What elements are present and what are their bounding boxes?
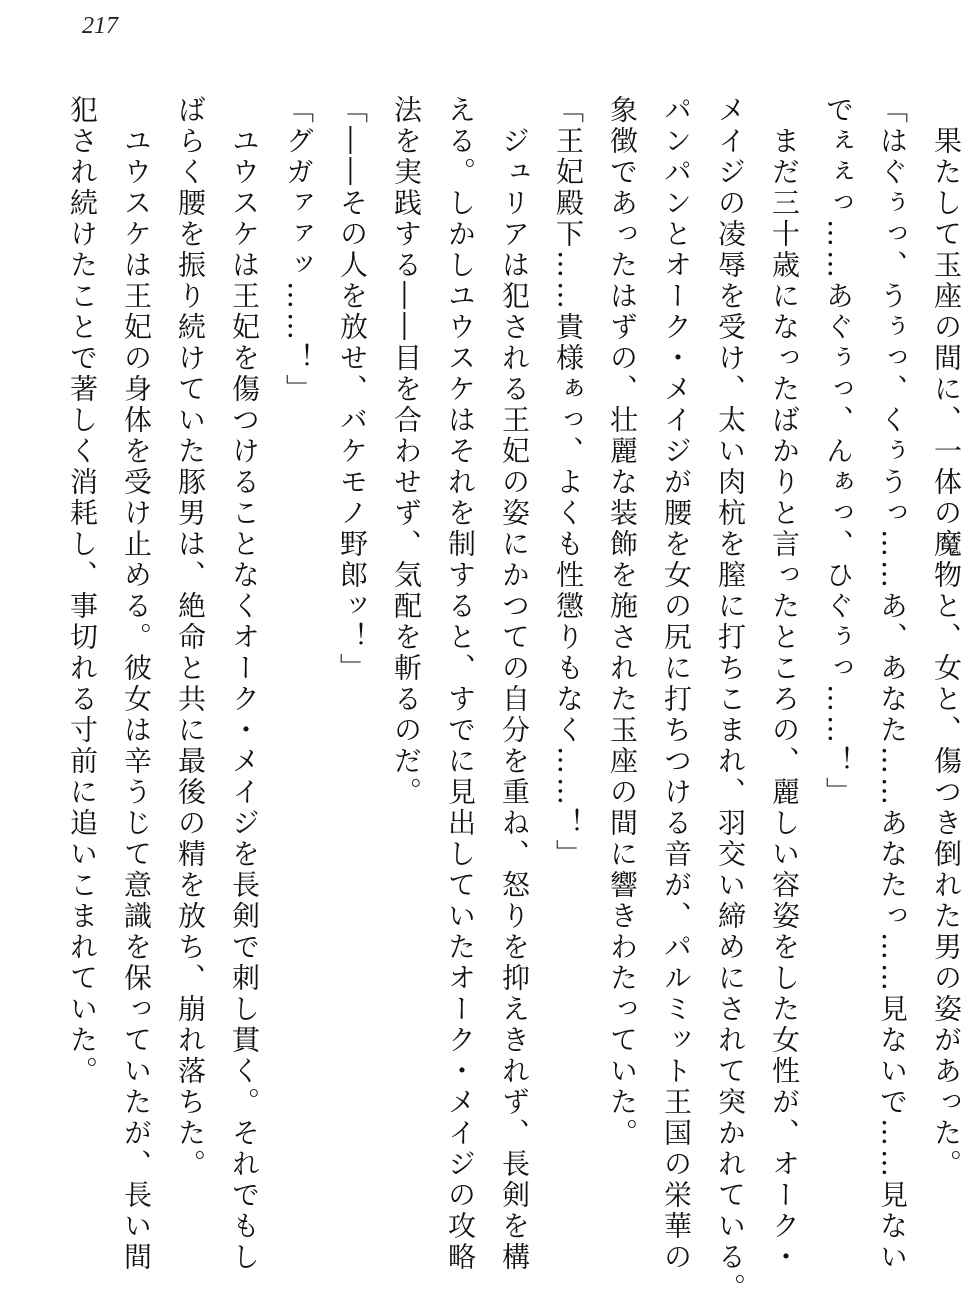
text-line: 「グガァァッ……！」 bbox=[282, 95, 315, 405]
text-line: ユウスケは王妃を傷つけることなくオーク・メイジを長剣で刺し貫く。それでもし bbox=[228, 95, 261, 1273]
text-line: ジュリアは犯される王妃の姿にかつての自分を重ね、怒りを抑えきれず、長剣を構 bbox=[498, 95, 531, 1273]
text-line: ユウスケは王妃の身体を受け止める。彼女は辛うじて意識を保っていたが、長い間 bbox=[120, 95, 153, 1273]
vertical-text-body bbox=[55, 95, 963, 1304]
page-number: 217 bbox=[82, 13, 118, 39]
text-line: パンパンとオーク・メイジが腰を女の尻に打ちつける音が、パルミット王国の栄華の bbox=[660, 95, 693, 1273]
text-columns bbox=[55, 95, 973, 1304]
text-line: 果たして玉座の間に、一体の魔物と、女と、傷つき倒れた男の姿があった。 bbox=[930, 95, 963, 1180]
text-line: でぇぇっ……あぐぅっ、んぁっ、ひぐぅっ……！」 bbox=[822, 95, 855, 808]
text-line: 犯され続けたことで著しく消耗し、事切れる寸前に追いこまれていた。 bbox=[66, 95, 99, 1087]
text-line: ばらく腰を振り続けていた豚男は、絶命と共に最後の精を放ち、崩れ落ちた。 bbox=[174, 95, 207, 1180]
text-line: 象徴であったはずの、壮麗な装飾を施された玉座の間に響きわたっていた。 bbox=[606, 95, 639, 1149]
text-line: 「王妃殿下……貴様ぁっ、よくも性懲りもなく……！」 bbox=[552, 95, 585, 870]
text-line: 「――その人を放せ、バケモノ野郎ッ！」 bbox=[336, 95, 369, 684]
text-line: メイジの凌辱を受け、太い肉杭を膣に打ちこまれ、羽交い締めにされて突かれている。 bbox=[714, 95, 747, 1304]
text-line: える。しかしユウスケはそれを制すると、すでに見出していたオーク・メイジの攻略 bbox=[444, 95, 477, 1273]
text-line: まだ三十歳になったばかりと言ったところの、麗しい容姿をした女性が、オーク・ bbox=[768, 95, 801, 1273]
text-line: 「はぐぅっ、うぅっ、くぅうっ……あ、あなた……あなたっ……見ないで……見ない bbox=[876, 95, 909, 1273]
text-line: 法を実践する――目を合わせず、気配を斬るのだ。 bbox=[390, 95, 423, 808]
